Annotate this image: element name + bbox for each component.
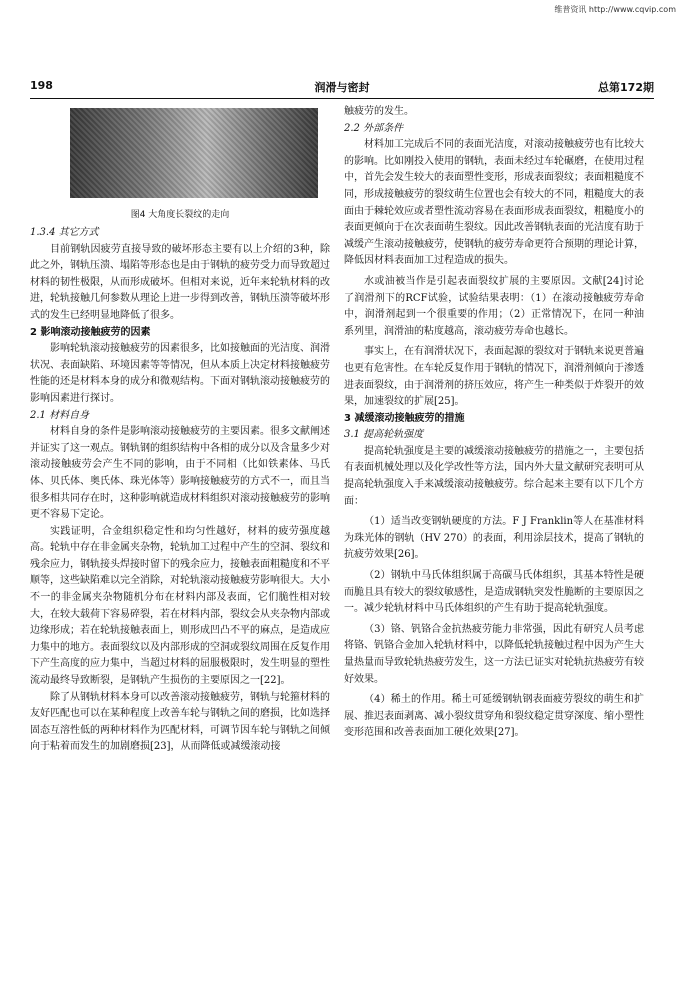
list-item: （1）适当改变钢轨硬度的方法。F J Franklin等人在基准材料为珠光体的钢轨（HV 270）的表面，利用涂层技术，提高了钢轨的抗疲劳效果[26]。 — [344, 516, 644, 561]
header-rule — [30, 98, 654, 99]
paragraph: 材料自身的条件是影响滚动接触疲劳的主要因素。很多文献阐述并证实了这一观点。钢轨钢的组织结构中各相的成分以及含量多少对滚动接触疲劳会产生不同的影响，由于不同相（比如铁素体、马氏体、贝氏体、奥氏体、珠光体等）影响接触疲劳的方式不一，而且当很多相共同存在时，这种影响就造成材料组织对滚动接触疲劳的影响更不容易下定论。 — [30, 426, 330, 521]
page-number: 198 — [30, 79, 53, 92]
issue-number: 总第172期 — [598, 81, 654, 94]
section-heading-1-3-4: 1.3.4 其它方式 — [30, 227, 99, 238]
watermark: 维普资讯 http://www.cqvip.com — [554, 5, 676, 14]
paragraph: 提高轮轨强度是主要的减缓滚动接触疲劳的措施之一，主要包括有表面机械处理以及化学改性等方法，国内外大量文献研究表明可从提高轮轨强度入手来减缓滚动接触疲劳。综合起来主要有以下几个方面： — [344, 445, 644, 507]
list-item: （3）铬、钒铬合金抗热疲劳能力非常强，因此有研究人员考虑将铬、钒铬合金加入轮轨材料中，以降低轮轨接触过程中因为产生大量热量而导致轮轨热疲劳发生，这一方法已证实对轮轨抗热疲劳有较好效果。 — [344, 623, 644, 685]
figure-caption: 图4 大角度长裂纹的走向 — [130, 210, 230, 220]
section-heading-2: 2 影响滚动接触疲劳的因素 — [30, 326, 151, 338]
left-column — [30, 225, 330, 756]
list-item: （4）稀土的作用。稀土可延缓钢轨钢表面疲劳裂纹的萌生和扩展、推迟表面剥离、减小裂纹贯穿角和裂纹稳定贯穿深度、缩小塑性变形范围和改善表面加工硬化效果[27]。 — [344, 694, 644, 739]
paragraph: 实践证明，合金组织稳定性和均匀性越好，材料的疲劳强度越高。轮轨中存在非金属夹杂物，轮轨加工过程中产生的空洞、裂纹和残余应力，钢轨接头焊接时留下的残余应力，接触表面粗糙度和不平顺等，这些缺陷难以完全消除，对轮轨滚动接触疲劳影响很大。大小不一的非金属夹杂物随机分布在材料内部及表面，它们脆性相对较大，在较大载荷下容易碎裂，若在材料内部，裂纹会从夹杂物内部或边缘形成；若在轮轨接触表面上，则形成凹凸不平的麻点，是造成应力集中的地方。表面裂纹以及内部形成的空洞或裂纹周围在反复作用下产生高度的应力集中，当超过材料的屈服极限时，发生明显的塑性流动最终导致断裂，是钢轨产生损伤的主要原因之一[22]。 — [30, 525, 330, 687]
paragraph: 除了从钢轨材料本身可以改善滚动接触疲劳，钢轨与轮箍材料的友好匹配也可以在某种程度上改善车轮与钢轨之间的磨损，比如选择固态互溶性低的两种材料作为匹配材料，可调节因车轮与钢轨之间倾向于粘着而发生的加剧磨损[23]，从而降低或减缓滚动接 — [30, 691, 330, 753]
crack-micrograph-image — [70, 108, 318, 198]
paragraph: 影响轮轨滚动接触疲劳的因素很多，比如接触面的光洁度、润滑状况、表面缺陷、环境因素等等情况，但从本质上决定材料接触疲劳性能的还是材料本身的成分和微观结构。下面对钢轨滚动接触疲劳的影响因素进行探讨。 — [30, 343, 330, 404]
paragraph: 水或油被当作是引起表面裂纹扩展的主要原因。文献[24]讨论了润滑剂下的RCF试验，试验结果表明：（1）在滚动接触疲劳寿命中，润滑剂起到一个很重要的作用；（2）正常情况下，在同一种油系列里，润滑油的粘度越高，滚动疲劳寿命也越长。 — [344, 275, 644, 337]
section-heading-3-1: 3.1 提高轮轨强度 — [344, 429, 424, 441]
paragraph: 事实上，在有润滑状况下，表面起源的裂纹对于钢轨来说更普遍也更有危害性。在车轮反复作用于钢轨的情况下，润滑剂倾向于渗透进表面裂纹，由于润滑剂的挤压效应，将产生一种类似于炸裂开的效果，加速裂纹的扩展[25]。 — [344, 346, 644, 408]
journal-title: 润滑与密封 — [314, 81, 370, 94]
section-heading-3: 3 减缓滚动接触疲劳的措施 — [344, 412, 465, 424]
paragraph: 目前钢轨因疲劳直接导致的破坏形态主要有以上介绍的3种，除此之外，钢轨压溃、塌陷等形态也是由于钢轨的疲劳受力而导致超过材料的韧性极限，从而形成破坏。但相对来说，近年来轮轨材料的改进，轮轨接触几何参数从理论上进一步得到改善，钢轨压溃等破坏形式的发生已经明显地降低了很多。 — [30, 243, 330, 321]
paragraph-continuation: 触疲劳的发生。 — [344, 106, 414, 117]
section-heading-2-1: 2.1 材料自身 — [30, 409, 90, 421]
section-heading-2-2: 2.2 外部条件 — [344, 122, 404, 134]
page-header — [30, 79, 654, 95]
list-item: （2）钢轨中马氏体组织属于高碳马氏体组织，其基本特性是硬而脆且具有较大的裂纹敏感性，是造成钢轨突发性脆断的主要原因之一。减少轮轨材料中马氏体组织的产生有助于提高轮轨强度。 — [344, 570, 644, 615]
right-column — [344, 104, 644, 742]
paragraph: 材料加工完成后不同的表面光洁度，对滚动接触疲劳也有比较大的影响。比如刚投入使用的钢轨，表面未经过车轮碾磨，在使用过程中，首先会发生较大的表面塑性变形，形成表面裂纹；表面粗糙度不同，形成接触疲劳的裂纹萌生位置也会有较大的不同，粗糙度大的表面由于棘轮效应或者塑性流动容易在表面形成表面裂纹，粗糙度小的表面更倾向于在次表面萌生裂纹。因此改善钢轨表面的光洁度有助于减缓产生滚动接触疲劳，使钢轨的疲劳寿命更符合预期的理论计算，降低因材料表面加工过程造成的损失。 — [344, 139, 644, 267]
